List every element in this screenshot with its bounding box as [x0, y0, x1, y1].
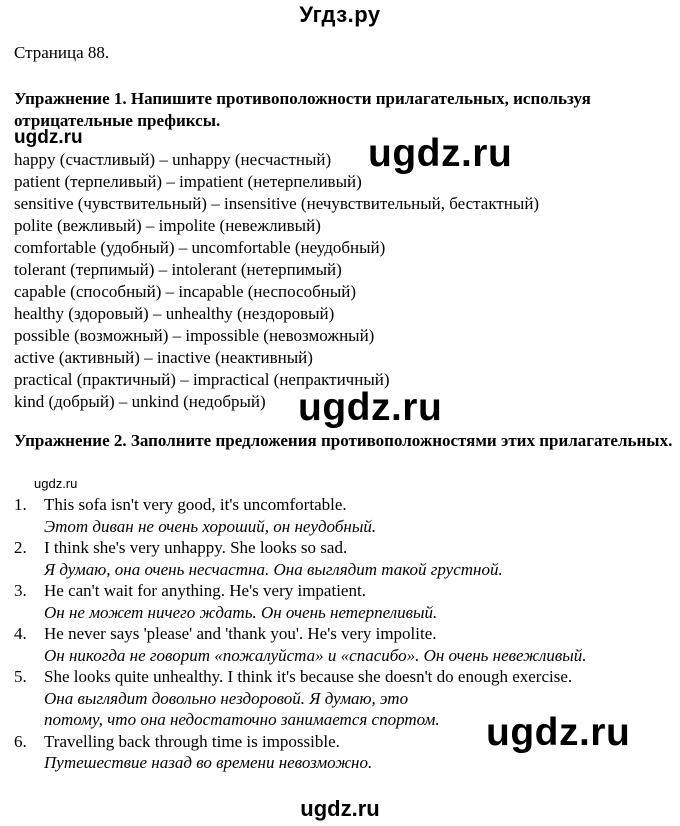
- list-item: [14, 494, 674, 537]
- list-item: patient (терпеливый) – impatient (нетерпеливый): [14, 172, 362, 191]
- list-item: [14, 537, 674, 580]
- footer-watermark: ugdz.ru: [300, 796, 380, 821]
- list-item: [14, 623, 674, 666]
- watermark-tiny: ugdz.ru: [34, 476, 78, 491]
- russian-translation: Он не может ничего ждать. Он очень нетерпеливый.: [44, 602, 438, 622]
- item-number: 4.: [14, 624, 27, 643]
- russian-translation: Она выглядит довольно нездоровой. Я думаю, это потому, что она недостаточно занимается спортом.: [44, 688, 440, 729]
- site-header: Угдз.ру: [299, 2, 381, 27]
- english-sentence: Travelling back through time is impossible.: [44, 731, 340, 751]
- item-number: 1.: [14, 495, 27, 514]
- russian-translation: Он никогда не говорит «пожалуйста» и «спасибо». Он очень невежливый.: [44, 645, 587, 665]
- list-item: kind (добрый) – unkind (недобрый): [14, 392, 266, 411]
- adjective-pairs-list: [14, 149, 539, 413]
- russian-translation: Этот диван не очень хороший, он неудобный.: [44, 516, 377, 536]
- list-item: possible (возможный) – impossible (невозможный): [14, 326, 375, 345]
- exercise-1-heading: Упражнение 1. Напишите противоположности прилагательных, используя отрицательные префиксы.: [14, 89, 591, 130]
- list-item: comfortable (удобный) – uncomfortable (неудобный): [14, 238, 386, 257]
- list-item: healthy (здоровый) – unhealthy (нездоровый): [14, 304, 335, 323]
- watermark-large: ugdz.ru: [486, 711, 631, 754]
- item-number: 2.: [14, 538, 27, 557]
- english-sentence: This sofa isn't very good, it's uncomfortable.: [44, 495, 347, 514]
- english-sentence: I think she's very unhappy. She looks so sad.: [44, 538, 348, 557]
- watermark-large: ugdz.ru: [368, 132, 513, 175]
- item-number: 3.: [14, 581, 27, 600]
- list-item: tolerant (терпимый) – intolerant (нетерпимый): [14, 260, 342, 279]
- watermark-small: ugdz.ru: [14, 127, 83, 148]
- list-item: practical (практичный) – impractical (непрактичный): [14, 370, 390, 389]
- english-sentence: He can't wait for anything. He's very impatient.: [44, 581, 366, 600]
- russian-translation: Путешествие назад во времени невозможно.: [44, 753, 373, 772]
- list-item: capable (способный) – incapable (неспособный): [14, 282, 357, 301]
- list-item: happy (счастливый) – unhappy (несчастный): [14, 150, 332, 169]
- item-number: 5.: [14, 667, 27, 686]
- list-item: polite (вежливый) – impolite (невежливый): [14, 216, 321, 235]
- list-item: active (активный) – inactive (неактивный): [14, 348, 313, 367]
- list-item: [14, 580, 674, 623]
- watermark-large: ugdz.ru: [298, 386, 443, 429]
- page-label: Страница 88.: [14, 43, 110, 62]
- english-sentence: She looks quite unhealthy. I think it's because she doesn't do enough exercise.: [44, 667, 573, 686]
- item-number: 6.: [14, 731, 27, 751]
- list-item: sensitive (чувствительный) – insensitive (нечувствительный, бестактный): [14, 194, 540, 213]
- exercise-2-heading: Упражнение 2. Заполните предложения противоположностями этих прилагательных.: [14, 431, 673, 450]
- english-sentence: He never says 'please' and 'thank you'. He's very impolite.: [44, 624, 437, 643]
- russian-translation: Я думаю, она очень несчастна. Она выглядит такой грустной.: [44, 559, 503, 579]
